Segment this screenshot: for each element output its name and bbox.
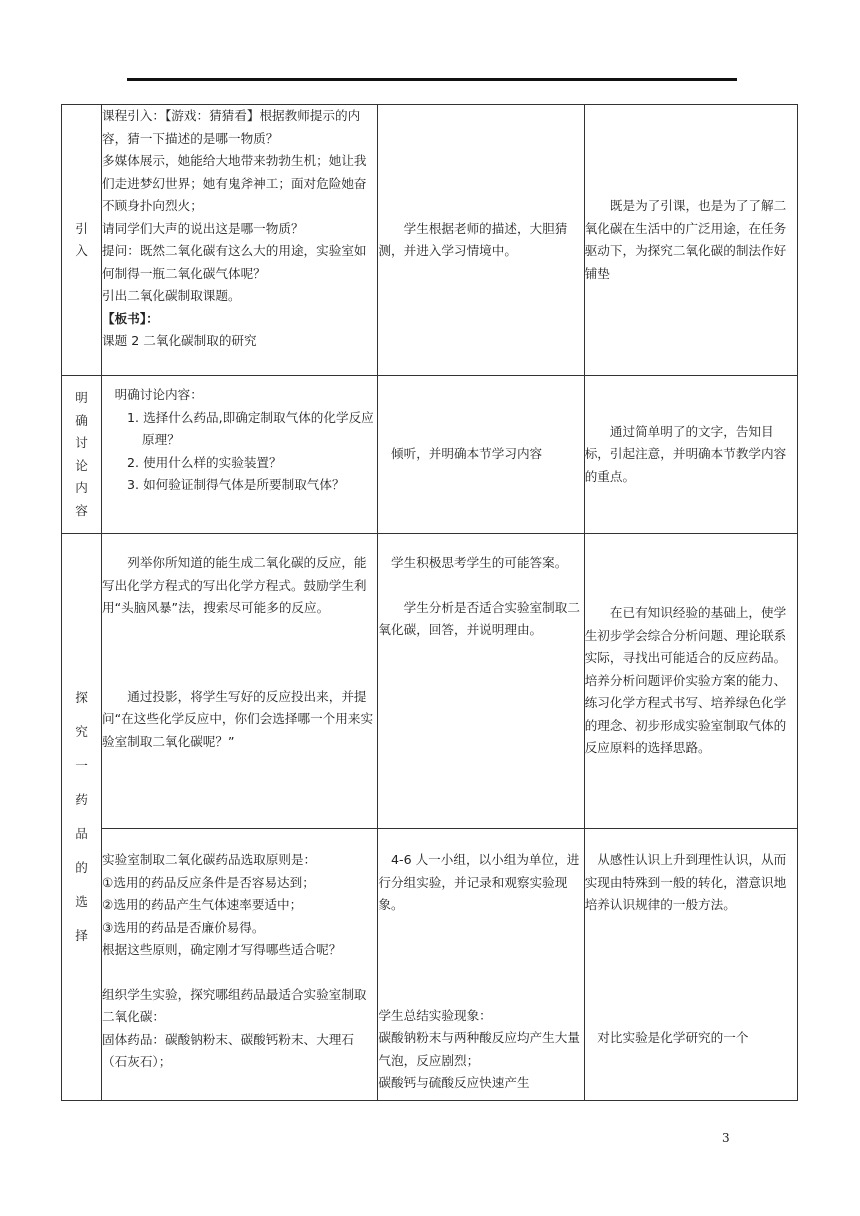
teacher-activity-intro — [102, 105, 378, 376]
explore-student-b2-line-2: 碳酸钠粉末与两种酸反应均产生大量气泡，反应剧烈； — [378, 1030, 580, 1068]
design-intent-clarify — [584, 376, 797, 534]
row-clarify — [62, 376, 798, 534]
clarify-student-text: 倾听，并明确本节学习内容 — [391, 446, 543, 462]
teacher-activity-clarify — [102, 376, 378, 534]
lesson-plan-table — [61, 104, 798, 1101]
clarify-item-1: 1. 选择什么药品,即确定制取气体的化学反应原理？ — [127, 409, 374, 447]
intro-line-6: 【板书】： — [102, 310, 159, 326]
stage-explore — [62, 534, 102, 1101]
explore-student-b1: 4-6 人一小组，以小组为单位，进行分组实验，并记录和观察实验现象。 — [378, 852, 580, 912]
intro-line-2: 多媒体展示，她能给大地带来勃勃生机；她让我们走进梦幻世界；她有鬼斧神工；面对危险她奋不顾身扑向烈火； — [102, 153, 367, 213]
explore-b-line-8: 固体药品：碳酸钠粉末、碳酸钙粉末、大理石（石灰石）； — [102, 1031, 354, 1069]
row-intro — [62, 105, 798, 376]
explore-b-line-7: 组织学生实验，探究哪组药品最适合实验室制取二氧化碳： — [102, 986, 367, 1024]
design-intent-explore-a — [584, 534, 797, 829]
clarify-intent-text: 通过简单明了的文字，告知目标，引起注意，并明确本节教学内容的重点。 — [584, 423, 787, 484]
stage-explore-label: 探究一药品的选择 — [75, 690, 88, 943]
stage-clarify-label: 明确讨论内容 — [75, 390, 88, 518]
explore-intent-b1: 从感性认识上升到理性认识，从而实现由特殊到一般的转化，潜意识地培养认识规律的一般方法。 — [584, 852, 787, 912]
intro-student-text: 学生根据老师的描述，大胆猜测，并进入学习情境中。 — [378, 220, 568, 258]
clarify-item-2: 2. 使用什么样的实验装置？ — [127, 454, 282, 470]
explore-teacher-a2: 通过投影，将学生写好的反应投出来，并提问“在这些化学反应中，你们会选择哪一个用来实验室制取二氧化碳呢？” — [102, 688, 374, 749]
explore-b-line-2: ①选用的药品反应条件是否容易达到； — [102, 874, 315, 890]
explore-b-line-3: ②选用的药品产生气体速率要适中； — [102, 897, 303, 912]
stage-intro-label: 引入 — [75, 220, 88, 258]
stage-intro — [62, 105, 102, 376]
intro-line-5: 引出二氧化碳制取课题。 — [102, 288, 241, 303]
intro-intent-text: 既是为了引课，也是为了了解二氧化碳在生活中的广泛用途，在任务驱动下，为探究二氧化碳的制法作好铺垫 — [584, 198, 787, 281]
explore-student-a2: 学生分析是否适合实验室制取二氧化碳，回答，并说明理由。 — [378, 599, 580, 637]
row-explore-a — [62, 534, 798, 829]
intro-line-3: 请同学们大声的说出这是哪一物质？ — [102, 220, 304, 236]
explore-b-line-1: 实验室制取二氧化碳药品选取原则是： — [102, 852, 317, 867]
explore-intent-b2: 对比实验是化学研究的一个 — [597, 1029, 749, 1045]
intro-line-1: 课程引入：【游戏：猜猜看】根据教师提示的内容，猜一下描述的是哪一物质？ — [102, 108, 361, 146]
row-explore-b — [62, 829, 798, 1101]
explore-student-a1: 学生积极思考学生的可能答案。 — [391, 555, 568, 570]
explore-teacher-a1: 列举你所知道的能生成二氧化碳的反应，能写出化学方程式的写出化学方程式。鼓励学生利用“头脑风暴”法，搜索尽可能多的反应。 — [102, 555, 367, 615]
design-intent-intro — [584, 105, 797, 376]
clarify-title: 明确讨论内容： — [114, 387, 203, 402]
student-activity-explore-a — [378, 534, 584, 829]
page-number: 3 — [722, 1131, 730, 1145]
explore-student-b2-line-1: 学生总结实验现象： — [378, 1007, 492, 1023]
design-intent-explore-b — [584, 829, 797, 1101]
student-activity-explore-b — [378, 829, 584, 1101]
intro-line-4: 提问：既然二氧化碳有这么大的用途，实验室如何制得一瓶二氧化碳气体呢？ — [102, 243, 367, 281]
header-rule — [127, 78, 737, 81]
explore-b-line-5: 根据这些原则，确定刚才写得哪些适合呢？ — [102, 942, 342, 957]
student-activity-intro — [378, 105, 584, 376]
explore-b-line-4: ③选用的药品是否廉价易得。 — [102, 919, 265, 935]
stage-clarify — [62, 376, 102, 534]
explore-intent-a: 在已有知识经验的基础上，使学生初步学会综合分析问题、理论联系实际，寻找出可能适合的反应药品。培养分析问题评价实验方案的能力、练习化学方程式书写、培养绿色化学的理念、初步形成实验室制取气体的反应原料的选择思路。 — [584, 605, 787, 756]
explore-student-b2-line-3: 碳酸钙与硫酸反应快速产生 — [378, 1075, 530, 1090]
student-activity-clarify — [378, 376, 584, 534]
teacher-activity-explore-a — [102, 534, 378, 829]
teacher-activity-explore-b — [102, 829, 378, 1101]
intro-line-7: 课题 2 二氧化碳制取的研究 — [102, 333, 257, 348]
clarify-item-3: 3. 如何验证制得气体是所要制取气体？ — [127, 477, 345, 492]
